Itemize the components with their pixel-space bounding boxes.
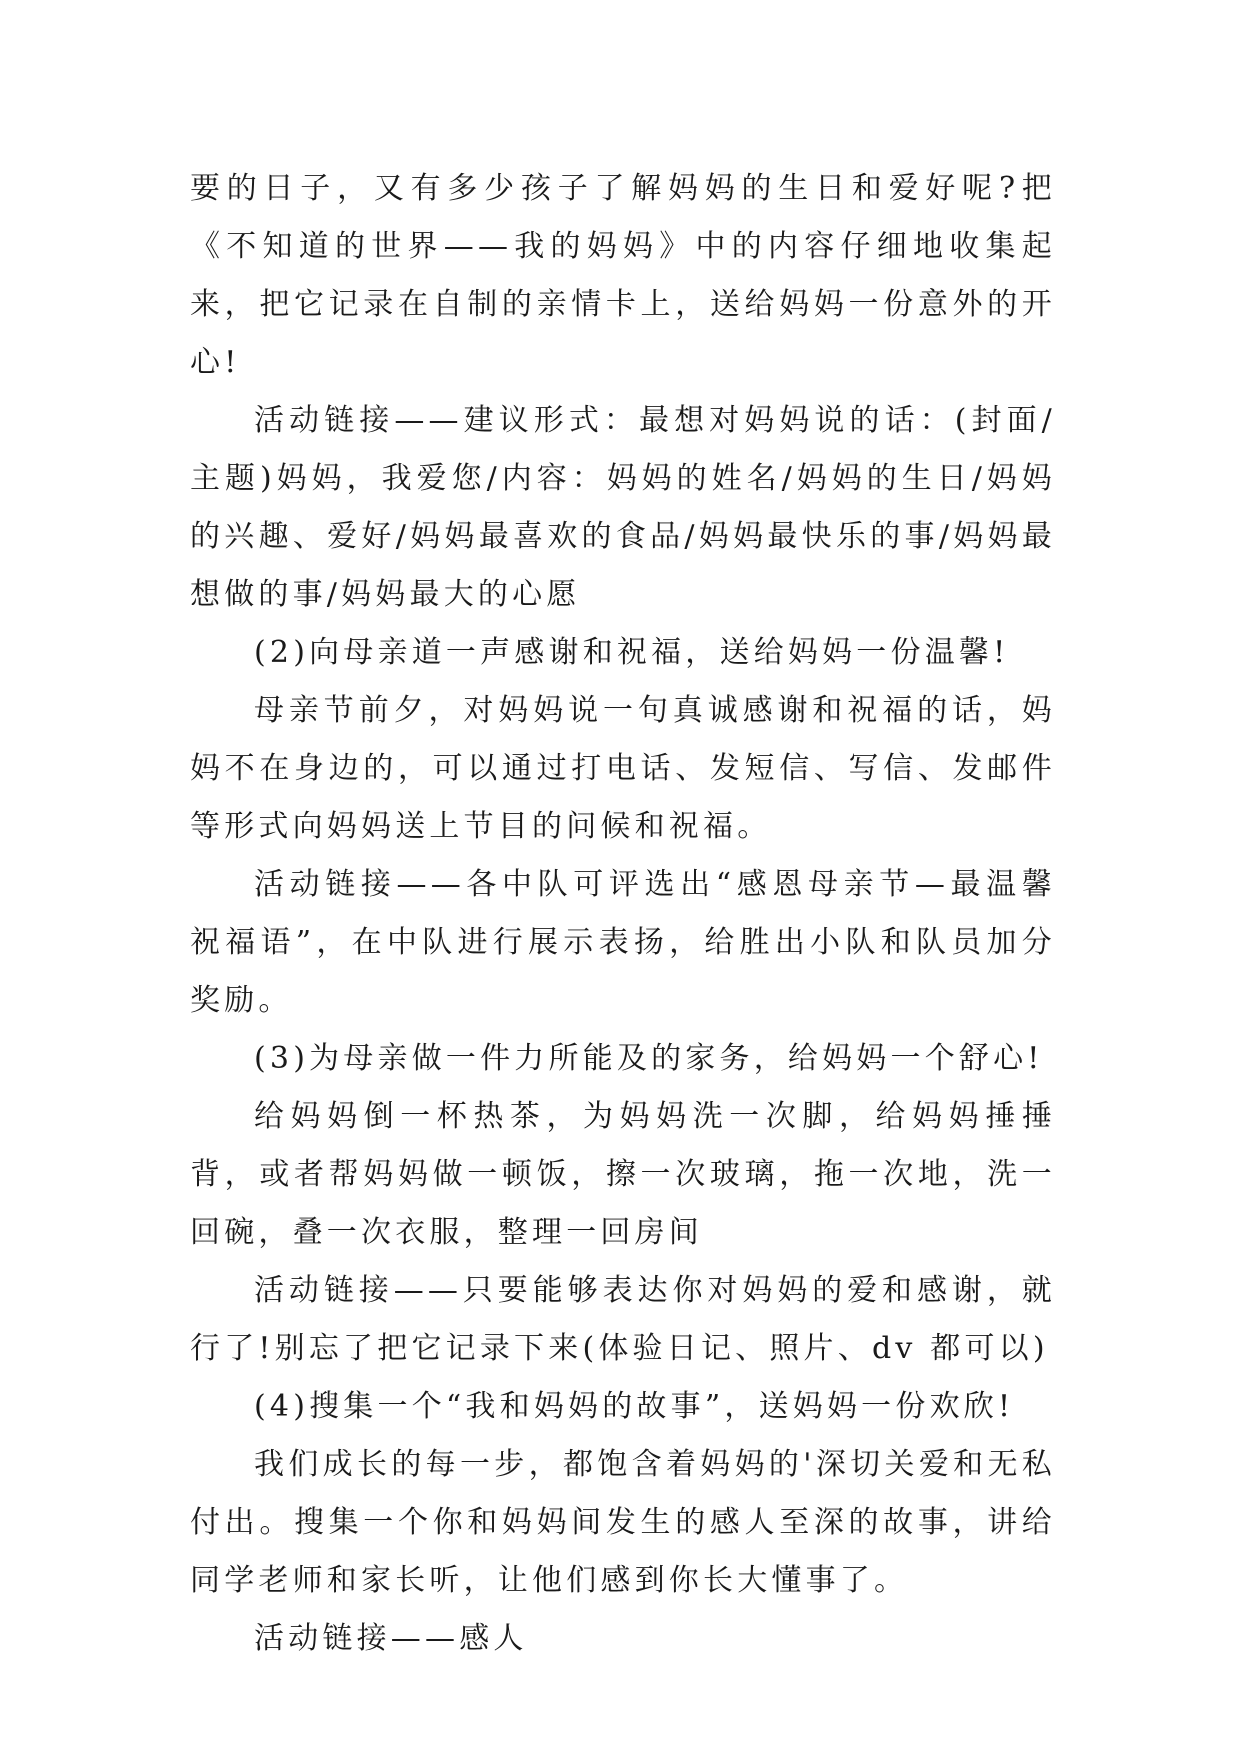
paragraph-activity-link-suggestion: 活动链接——建议形式：最想对妈妈说的话：(封面/主题)妈妈，我爱您/内容：妈妈的姓名/妈妈的生日/妈妈的兴趣、爱好/妈妈最喜欢的食品/妈妈最快乐的事/妈妈最想做的事/妈妈最大的心愿: [190, 403, 1056, 612]
paragraph-housework: 给妈妈倒一杯热茶，为妈妈洗一次脚，给妈妈捶捶背，或者帮妈妈做一顿饭，擦一次玻璃，拖一次地，洗一回碗，叠一次衣服，整理一回房间: [190, 1099, 1056, 1250]
paragraph-heading-4: (4)搜集一个“我和妈妈的故事”，送妈妈一份欢欣!: [254, 1389, 1015, 1424]
paragraph-activity-link-touching: 活动链接——感人: [254, 1621, 528, 1656]
paragraph-heading-3: (3)为母亲做一件力所能及的家务，给妈妈一个舒心!: [254, 1041, 1044, 1076]
document-body: [190, 160, 1056, 1668]
paragraph-mothers-day-eve: 母亲节前夕，对妈妈说一句真诚感谢和祝福的话，妈妈不在身边的，可以通过打电话、发短信、写信、发邮件等形式向妈妈送上节目的问候和祝福。: [190, 693, 1056, 844]
paragraph-activity-link-blessing: 活动链接——各中队可评选出“感恩母亲节—最温馨祝福语”，在中队进行展示表扬，给胜出小队和队员加分奖励。: [190, 867, 1056, 1018]
paragraph-activity-link-record: 活动链接——只要能够表达你对妈妈的爱和感谢，就行了!别忘了把它记录下来(体验日记、照片、dv 都可以): [190, 1273, 1056, 1366]
paragraph-story: 我们成长的每一步，都饱含着妈妈的'深切关爱和无私付出。搜集一个你和妈妈间发生的感人至深的故事，讲给同学老师和家长听，让他们感到你长大懂事了。: [190, 1447, 1056, 1598]
paragraph-heading-2: (2)向母亲道一声感谢和祝福，送给妈妈一份温馨!: [254, 635, 1010, 670]
paragraph-intro-continued: 要的日子，又有多少孩子了解妈妈的生日和爱好呢?把《不知道的世界——我的妈妈》中的内容仔细地收集起来，把它记录在自制的亲情卡上，送给妈妈一份意外的开心!: [190, 171, 1056, 380]
